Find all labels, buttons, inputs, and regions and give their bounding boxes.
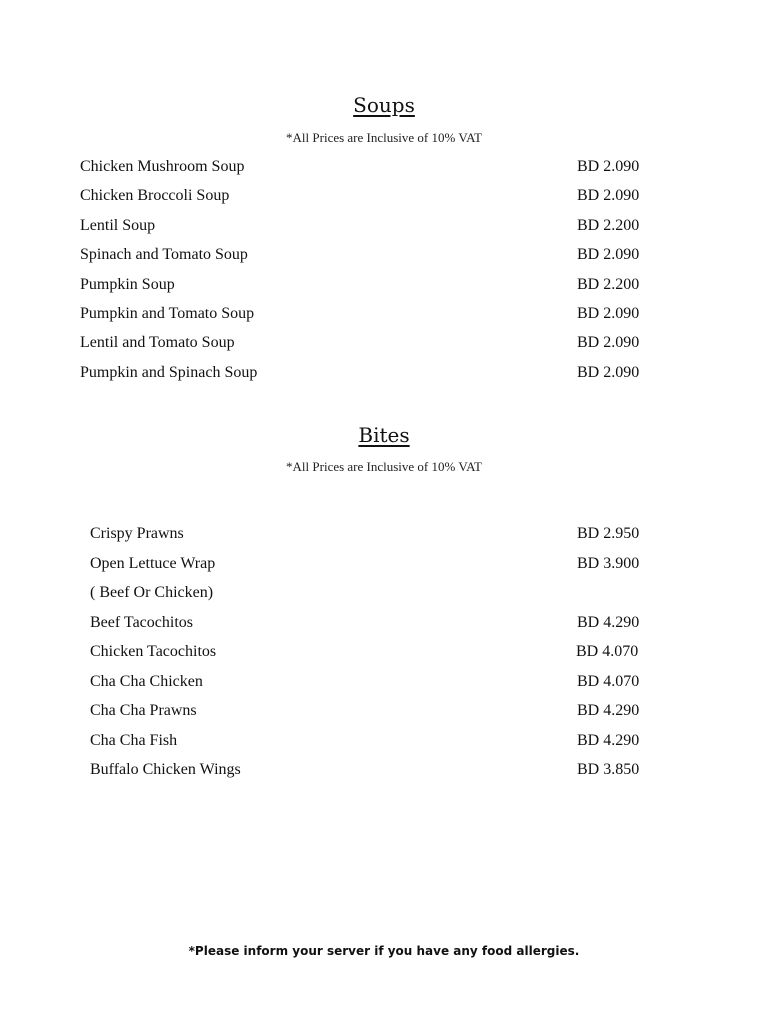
menu-item-price: BD 2.950 [577,525,640,542]
menu-item-name: Chicken Mushroom Soup [80,158,245,175]
menu-item-row [0,582,768,604]
menu-item-row [0,759,768,781]
menu-item-name: Buffalo Chicken Wings [90,761,241,778]
menu-item-price: BD 2.090 [577,187,640,205]
allergy-note: *Please inform your server if you have any food allergies. [188,944,580,958]
menu-item-row [0,185,768,207]
menu-item-name: Lentil Soup [80,216,156,234]
menu-item-name: Crispy Prawns [90,525,184,542]
menu-item-price: BD 4.290 [577,702,640,719]
menu-item-row [0,332,768,354]
menu-item-row [0,303,768,325]
menu-item-name: Chicken Broccoli Soup [80,187,230,205]
menu-item-row [0,362,768,384]
menu-item-name: Lentil and Tomato Soup [80,334,235,352]
menu-item-price: BD 2.090 [577,305,640,322]
menu-item-price: BD 4.070 [576,643,639,660]
menu-item-price: BD 3.850 [577,761,640,778]
menu-item-row [0,156,768,178]
menu-item-price: BD 2.090 [577,158,640,175]
menu-item-row [0,641,768,663]
menu-item-price: BD 2.200 [577,275,640,293]
bites-title: Bites [358,423,410,447]
menu-item-price: BD 4.290 [577,731,640,749]
menu-item-name: Open Lettuce Wrap [90,554,216,572]
menu-item-row [0,700,768,722]
menu-item-row [0,730,768,752]
menu-item-price: BD 2.090 [577,334,640,352]
menu-item-name: Cha Cha Chicken [90,672,203,690]
menu-item-name: Spinach and Tomato Soup [80,246,248,264]
menu-item-price: BD 2.090 [577,363,640,381]
menu-item-price: BD 3.900 [577,554,640,572]
soups-title: Soups [353,93,415,117]
menu-item-name: Beef Tacochitos [90,613,193,631]
menu-item-name: Pumpkin Soup [80,275,175,293]
menu-item-row [0,244,768,266]
soups-vat-note: *All Prices are Inclusive of 10% VAT [286,130,482,145]
menu-item-row [0,612,768,634]
menu-item-price: BD 2.200 [577,216,640,234]
menu-item-name: Chicken Tacochitos [90,643,217,660]
menu-item-name: Pumpkin and Tomato Soup [80,305,255,322]
menu-item-row [0,274,768,296]
bites-vat-note: *All Prices are Inclusive of 10% VAT [286,459,482,474]
menu-item-name: Cha Cha Prawns [90,702,197,719]
menu-item-name: Pumpkin and Spinach Soup [80,363,258,381]
menu-item-name: Cha Cha Fish [90,731,178,749]
menu-item-row [0,553,768,575]
menu-item-price: BD 4.290 [577,613,640,631]
menu-item-row [0,523,768,545]
menu-item-price: BD 2.090 [577,246,640,264]
menu-item-price: BD 4.070 [577,672,640,690]
menu-item-row [0,215,768,237]
menu-item-name: ( Beef Or Chicken) [90,584,214,601]
menu-item-row [0,671,768,693]
